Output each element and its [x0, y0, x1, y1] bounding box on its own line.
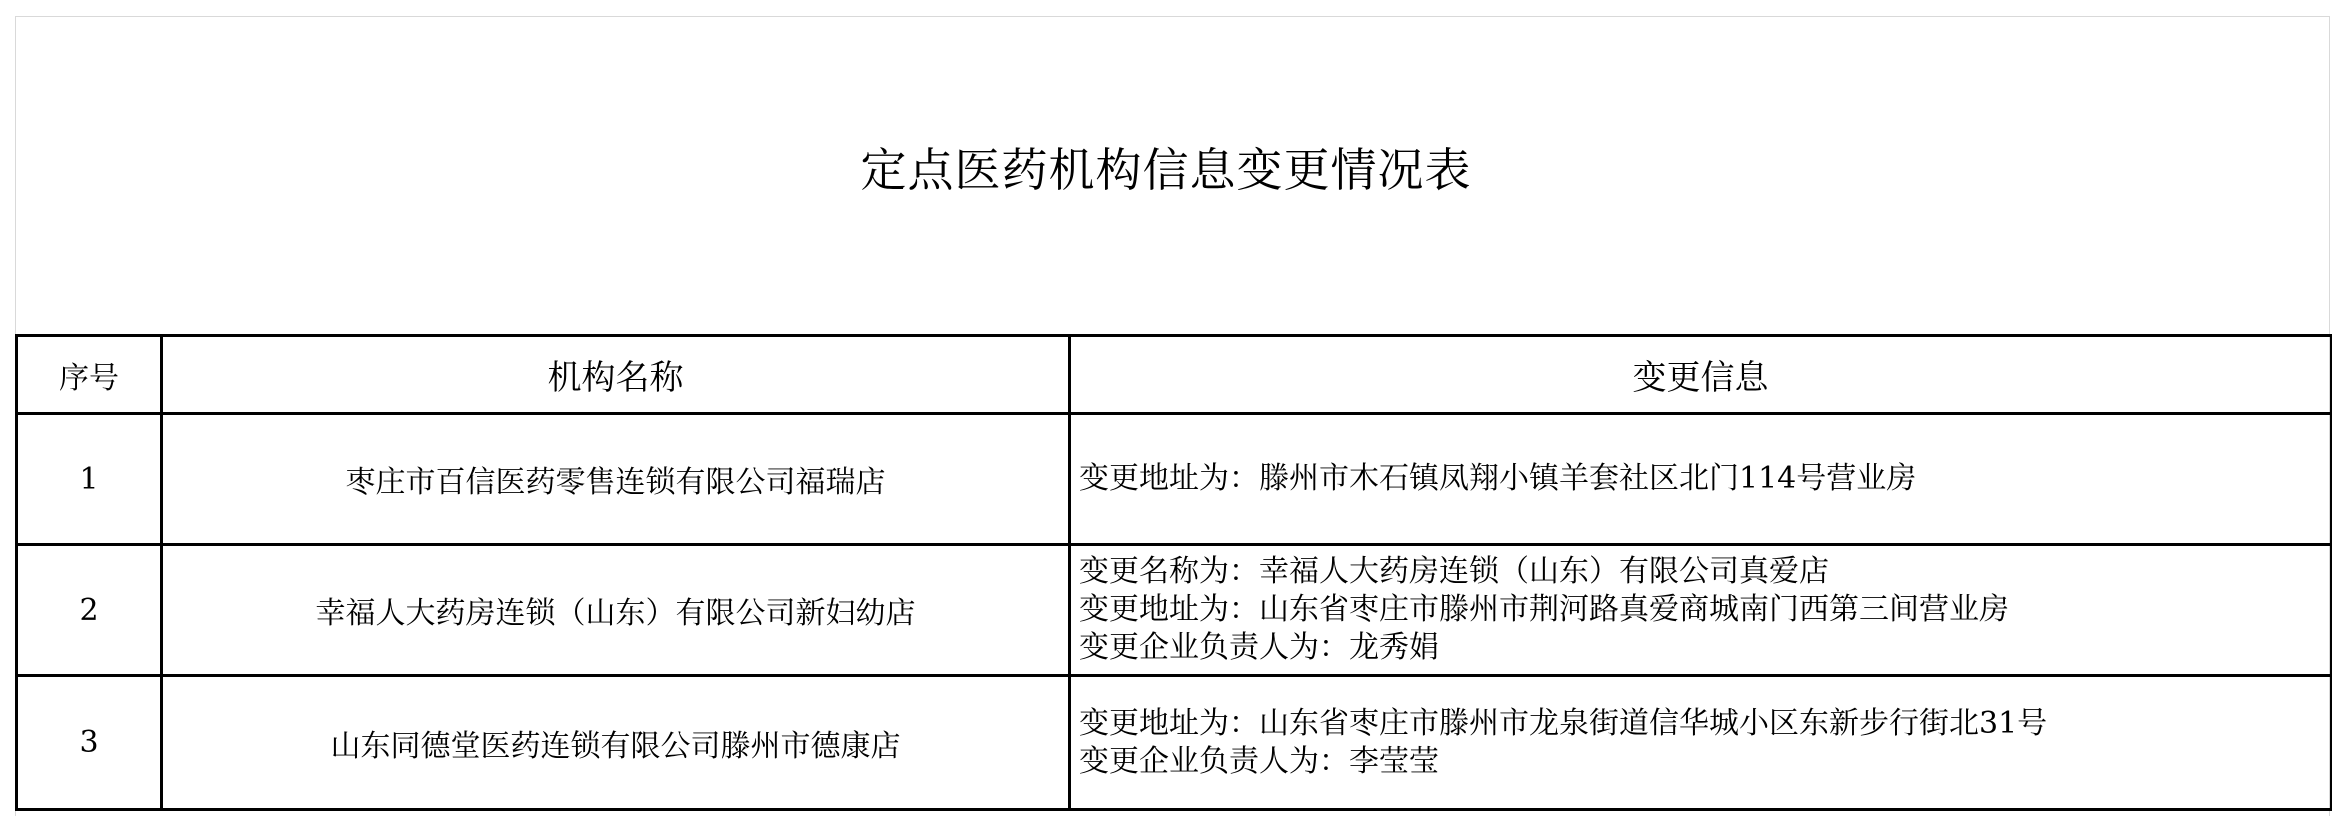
change-info-table: [15, 334, 2332, 811]
document-title: 定点医药机构信息变更情况表: [860, 143, 1472, 197]
change-line: 变更地址为：山东省枣庄市滕州市龙泉街道信华城小区东新步行街北31号: [1079, 705, 2048, 741]
change-line: 变更企业负责人为：李莹莹: [1079, 743, 1439, 779]
change-line: 变更企业负责人为：龙秀娟: [1079, 630, 1439, 665]
seq-cell: 3: [17, 676, 162, 810]
table-row: [17, 545, 2332, 676]
institution-name-cell: 山东同德堂医药连锁有限公司滕州市德康店: [162, 676, 1070, 810]
table-row: [17, 676, 2332, 810]
change-line: 变更名称为：幸福人大药房连锁（山东）有限公司真爱店: [1079, 554, 1829, 589]
institution-name-cell: 幸福人大药房连锁（山东）有限公司新妇幼店: [162, 545, 1070, 676]
table-header-row: [17, 336, 2332, 414]
change-line: 变更地址为：山东省枣庄市滕州市荆河路真爱商城南门西第三间营业房: [1079, 592, 2009, 627]
seq-cell: 1: [17, 414, 162, 545]
institution-name-cell: 枣庄市百信医药零售连锁有限公司福瑞店: [162, 414, 1070, 545]
table-row: [17, 414, 2332, 545]
change-info-cell: [1070, 676, 2332, 810]
change-info-cell: [1070, 545, 2332, 676]
header-institution-name: 机构名称: [162, 336, 1070, 414]
change-line: 变更地址为：滕州市木石镇凤翔小镇羊套社区北门114号营业房: [1079, 461, 1917, 496]
header-seq: 序号: [17, 336, 162, 414]
seq-cell: 2: [17, 545, 162, 676]
change-info-cell: [1070, 414, 2332, 545]
header-change-info: 变更信息: [1070, 336, 2332, 414]
